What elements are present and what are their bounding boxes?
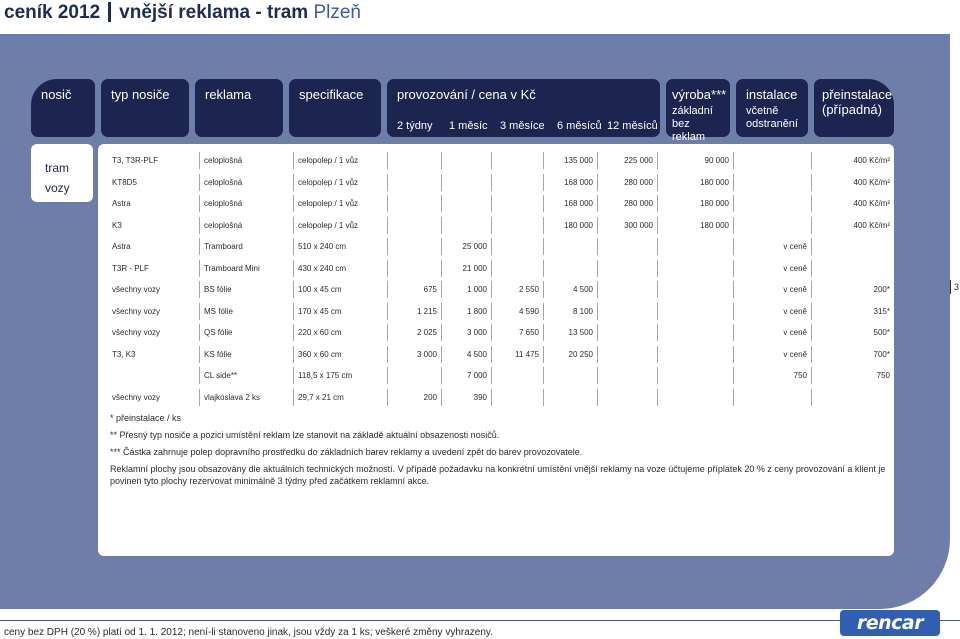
table-cell: všechny vozy	[98, 389, 200, 406]
table-cell: K3	[98, 217, 200, 234]
table-cell	[658, 367, 734, 384]
table-cell: 180 000	[658, 217, 734, 234]
table-cell: 168 000	[544, 174, 598, 191]
table-cell: 1 215	[388, 303, 442, 320]
period-1-month: 1 měsíc	[449, 120, 488, 132]
table-cell	[734, 217, 812, 234]
table-cell: 280 000	[598, 174, 658, 191]
table-cell: 100 x 45 cm	[294, 281, 388, 298]
title-year: ceník 2012	[4, 2, 101, 23]
title-subject: vnější reklama - tram	[119, 2, 309, 23]
table-cell: Astra	[98, 195, 200, 212]
table-cell: v ceně	[734, 260, 812, 277]
notes-section	[110, 411, 890, 490]
header-preinstalace-label: přeinstalace	[822, 87, 893, 102]
table-cell	[598, 346, 658, 363]
header-instalace-sub1: včetně	[746, 105, 779, 117]
table-cell: 21 000	[442, 260, 492, 277]
table-cell	[544, 389, 598, 406]
table-cell: CL side**	[200, 367, 294, 384]
table-row	[98, 217, 894, 234]
table-cell	[734, 152, 812, 169]
table-cell	[442, 152, 492, 169]
table-cell: 168 000	[544, 195, 598, 212]
table-cell: 118,5 x 175 cm	[294, 367, 388, 384]
table-cell: 360 x 60 cm	[294, 346, 388, 363]
header-nosic	[31, 79, 95, 137]
table-cell	[598, 238, 658, 255]
note-3: *** Částka zahrnuje polep dopravního prostředku do základních barev reklamy a uvedení zpět do barev provozovatele.	[110, 447, 583, 457]
header-vyroba-sub2: bez reklam	[672, 118, 706, 143]
table-cell	[598, 324, 658, 341]
table-cell	[812, 238, 894, 255]
table-cell: Tramboard Mini	[200, 260, 294, 277]
table-cell	[492, 238, 544, 255]
period-3-months: 3 měsíce	[500, 120, 545, 132]
table-row	[98, 281, 894, 298]
table-cell: 400 Kč/m²	[853, 156, 890, 165]
table-cell: 3 000	[442, 324, 492, 341]
table-cell: 3 000	[388, 346, 442, 363]
rencar-logo: rencar	[840, 610, 940, 636]
table-cell: 700*	[873, 349, 890, 359]
table-cell: 500*	[873, 328, 890, 337]
table-cell	[658, 303, 734, 320]
table-row	[98, 260, 894, 277]
table-cell	[658, 260, 734, 277]
table-cell	[544, 260, 598, 277]
table-cell: 4 500	[442, 346, 492, 363]
table-cell: 1 800	[442, 303, 492, 320]
table-cell	[388, 238, 442, 255]
table-cell: 7 000	[442, 367, 492, 384]
header-vyroba-sub1: základní	[672, 105, 713, 117]
table-cell: 1 000	[442, 281, 492, 298]
table-cell	[98, 367, 200, 384]
table-cell: celoplošná	[200, 152, 294, 169]
header-specifikace	[289, 79, 381, 137]
table-cell	[388, 195, 442, 212]
table-cell: 20 250	[544, 346, 598, 363]
carrier-label	[31, 144, 93, 202]
header-reklama-label: reklama	[205, 87, 252, 102]
carrier-label-line1: tram	[45, 161, 69, 175]
table-cell: 400 Kč/m²	[853, 220, 890, 230]
table-row	[98, 174, 894, 191]
table-cell: celopolep / 1 vůz	[294, 174, 388, 191]
table-row	[98, 303, 894, 320]
table-cell	[492, 389, 544, 406]
carrier-label-line2: vozy	[45, 181, 70, 195]
table-cell: celopolep / 1 vůz	[294, 195, 388, 212]
table-cell: 2 025	[388, 324, 442, 341]
table-cell	[734, 174, 812, 191]
page-title	[4, 2, 361, 24]
table-cell	[598, 389, 658, 406]
table-cell	[492, 152, 544, 169]
table-cell: 225 000	[598, 152, 658, 169]
table-row	[98, 389, 894, 406]
table-cell: 750	[734, 367, 812, 384]
header-reklama	[195, 79, 283, 137]
table-cell	[492, 195, 544, 212]
table-cell	[492, 174, 544, 191]
table-cell	[598, 367, 658, 384]
table-cell: 90 000	[658, 152, 734, 169]
table-cell: 29,7 x 21 cm	[294, 389, 388, 406]
table-cell	[442, 174, 492, 191]
table-cell: 200*	[873, 285, 890, 294]
table-cell	[442, 217, 492, 234]
table-cell	[492, 217, 544, 234]
table-row	[98, 324, 894, 341]
header-instalace	[736, 79, 808, 137]
table-cell	[388, 367, 442, 384]
table-cell: v ceně	[734, 238, 812, 255]
table-cell	[658, 346, 734, 363]
table-cell	[658, 238, 734, 255]
table-cell: v ceně	[734, 346, 812, 363]
period-12-months: 12 měsíců	[607, 120, 658, 132]
table-cell: všechny vozy	[98, 303, 200, 320]
table-cell: 400 Kč/m²	[853, 177, 890, 187]
table-cell: v ceně	[734, 303, 812, 320]
table-cell	[544, 238, 598, 255]
table-cell	[492, 260, 544, 277]
footer-text: ceny bez DPH (20 %) platí od 1. 1. 2012; není-li stanoveno jinak, jsou vždy za 1 ks; veškeré změny vyhrazeny.	[4, 627, 493, 638]
table-row	[98, 195, 894, 212]
table-cell: 4 590	[492, 303, 544, 320]
table-cell: BS fólie	[200, 281, 294, 298]
table-cell: 280 000	[598, 195, 658, 212]
table-cell	[598, 303, 658, 320]
header-provozovani-label: provozování / cena v Kč	[397, 87, 536, 102]
table-cell	[734, 389, 812, 406]
table-cell: všechny vozy	[98, 281, 200, 298]
table-cell	[492, 367, 544, 384]
header-instalace-label: instalace	[746, 87, 798, 102]
table-cell	[598, 260, 658, 277]
table-cell: T3, T3R-PLF	[98, 152, 200, 169]
table-cell	[734, 195, 812, 212]
table-cell	[658, 389, 734, 406]
table-cell: všechny vozy	[98, 324, 200, 341]
title-city: Plzeň	[313, 2, 361, 23]
table-cell: KT8D5	[98, 174, 200, 191]
header-nosic-label: nosič	[41, 87, 72, 102]
table-cell: 4 500	[544, 281, 598, 298]
table-cell: 510 x 240 cm	[294, 238, 388, 255]
table-cell	[388, 217, 442, 234]
table-cell: T3R - PLF	[98, 260, 200, 277]
table-cell: celoplošná	[200, 195, 294, 212]
table-row	[98, 367, 894, 384]
table-cell: 220 x 60 cm	[294, 324, 388, 341]
table-cell	[388, 174, 442, 191]
table-cell: v ceně	[734, 324, 812, 341]
table-cell	[812, 389, 894, 406]
table-cell: 2 550	[492, 281, 544, 298]
footer-divider	[0, 620, 960, 621]
table-cell: 300 000	[598, 217, 658, 234]
table-cell: MS fólie	[200, 303, 294, 320]
table-cell	[658, 324, 734, 341]
table-cell: QS fólie	[200, 324, 294, 341]
table-cell: 390	[442, 389, 492, 406]
table-cell	[544, 367, 598, 384]
notes-paragraph: Reklamní plochy jsou obsazovány dle aktuálních technických možností. V případě požadavku na konkrétní umístění vnější reklamy na voze účtujeme příplatek 20 % z ceny provozování a klient je povinen tyto plochy rezervovat minimálně 3 týdny před začátkem reklamní akce.	[110, 464, 886, 486]
header-typ-nosice-label: typ nosiče	[111, 87, 170, 102]
table-row	[98, 152, 894, 169]
table-cell: 13 500	[544, 324, 598, 341]
header-preinstalace	[814, 79, 894, 137]
table-cell: 315*	[873, 306, 890, 316]
table-cell: 180 000	[658, 174, 734, 191]
table-cell: celopolep / 1 vůz	[294, 152, 388, 169]
table-row	[98, 238, 894, 255]
table-cell	[658, 281, 734, 298]
table-cell: 7 650	[492, 324, 544, 341]
period-6-months: 6 měsíců	[557, 120, 602, 132]
table-cell: 750	[876, 371, 890, 380]
note-2: ** Přesný typ nosiče a pozici umístění reklam lze stanovit na základě aktuální obsazenosti nosičů.	[110, 430, 500, 440]
title-separator	[108, 2, 111, 22]
table-cell: 8 100	[544, 303, 598, 320]
header-vyroba	[666, 79, 730, 143]
table-cell: T3, K3	[98, 346, 200, 363]
table-cell: 25 000	[442, 238, 492, 255]
table-cell: 180 000	[544, 217, 598, 234]
header-instalace-sub2: odstranění	[746, 118, 798, 130]
page-number: 3	[950, 280, 959, 294]
note-1: * přeinstalace / ks	[110, 413, 182, 423]
table-cell	[812, 260, 894, 277]
table-cell	[388, 260, 442, 277]
table-cell: v ceně	[734, 281, 812, 298]
table-cell: 400 Kč/m²	[853, 199, 890, 208]
table-cell: Tramboard	[200, 238, 294, 255]
table-cell: celoplošná	[200, 174, 294, 191]
header-specifikace-label: specifikace	[299, 87, 364, 102]
table-cell: 135 000	[544, 152, 598, 169]
table-cell: celopolep / 1 vůz	[294, 217, 388, 234]
table-cell	[442, 195, 492, 212]
table-cell: 180 000	[658, 195, 734, 212]
table-cell: KS fólie	[200, 346, 294, 363]
header-typ-nosice	[101, 79, 189, 137]
table-cell: 11 475	[492, 346, 544, 363]
header-preinstalace-sub: (případná)	[822, 102, 882, 117]
table-cell: vlajkoslava 2 ks	[200, 389, 294, 406]
table-cell: 170 x 45 cm	[294, 303, 388, 320]
period-2-weeks: 2 týdny	[397, 120, 433, 132]
header-vyroba-label: výroba***	[672, 87, 727, 102]
table-cell: Astra	[98, 238, 200, 255]
table-cell: 200	[388, 389, 442, 406]
table-cell	[388, 152, 442, 169]
table-cell	[598, 281, 658, 298]
table-cell: 675	[388, 281, 442, 298]
table-cell: celoplošná	[200, 217, 294, 234]
table-row	[98, 346, 894, 363]
table-cell: 430 x 240 cm	[294, 260, 388, 277]
